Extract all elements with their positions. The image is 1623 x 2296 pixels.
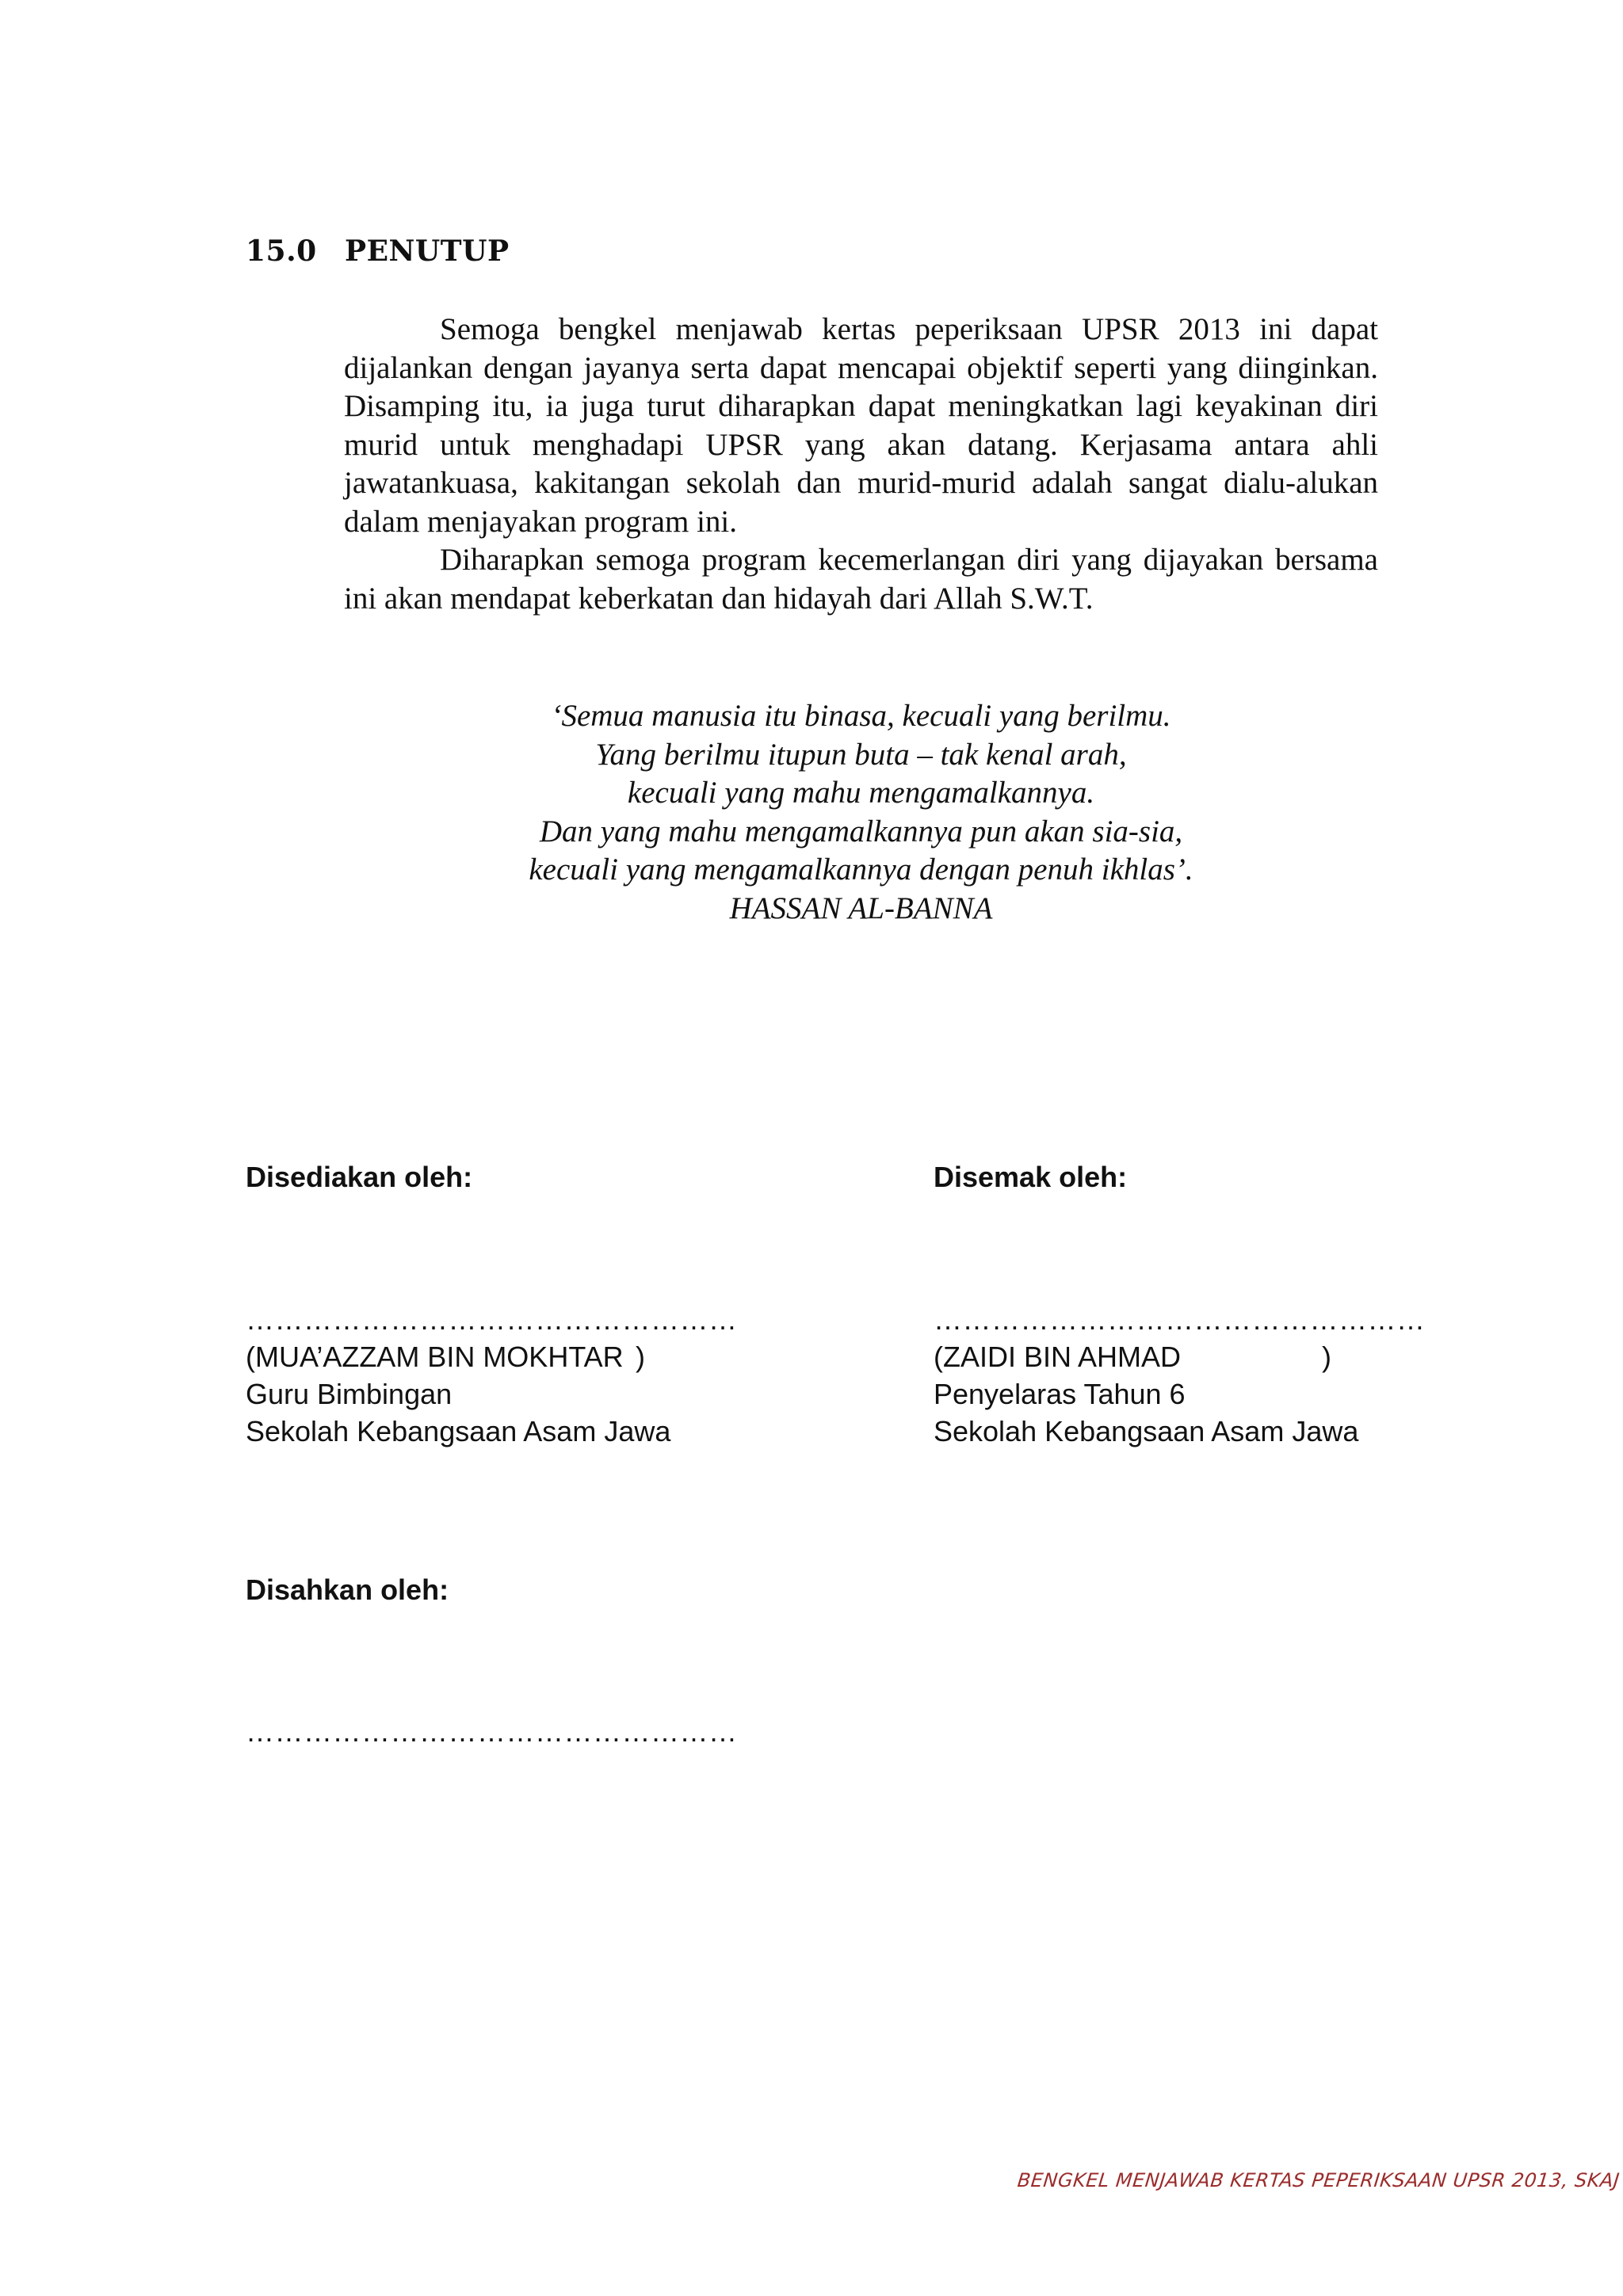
signer-role: Guru Bimbingan xyxy=(246,1378,453,1410)
prepared-by-label: Disediakan oleh: xyxy=(246,1161,473,1193)
checked-by-signature xyxy=(934,1301,1426,1450)
quote-author: HASSAN AL-BANNA xyxy=(729,891,993,925)
approved-by-signature xyxy=(246,1713,738,1750)
signer-school: Sekolah Kebangsaan Asam Jawa xyxy=(246,1415,671,1447)
prepared-by-label-block xyxy=(246,1158,472,1196)
prepared-by-signature xyxy=(246,1301,738,1450)
signature-line: …………………………………………… xyxy=(246,1715,738,1748)
signer-role: Penyelaras Tahun 6 xyxy=(934,1378,1186,1410)
approved-by-label: Disahkan oleh: xyxy=(246,1573,449,1606)
signer-name-line xyxy=(246,1338,738,1375)
signer-name: (ZAIDI BIN AHMAD xyxy=(934,1341,1182,1373)
paragraph-1: Semoga bengkel menjawab kertas peperiksaan UPSR 2013 ini dapat dijalankan dengan jayanya serta dapat mencapai objektif seperti yang diinginkan. Disamping itu, ia juga turut diharapkan dapat meningkatkan lagi keyakinan diri murid untuk menghadapi UPSR yang akan datang. Kerjasama antara ahli jawatankuasa, kakitangan sekolah dan murid-murid adalah sangat dialu-alukan dalam menjayakan program ini. xyxy=(344,312,1378,539)
closing-text xyxy=(344,311,1378,618)
approved-by-label-block xyxy=(246,1571,449,1608)
checked-by-label-block xyxy=(934,1158,1127,1196)
signer-name: (MUA’AZZAM BIN MOKHTAR xyxy=(246,1341,624,1373)
quote-block xyxy=(344,697,1378,928)
quote-line: Yang berilmu itupun buta – tak kenal arah, xyxy=(595,737,1127,772)
signature-line: …………………………………………… xyxy=(934,1303,1426,1336)
section-number: 15.0 xyxy=(246,235,317,268)
checked-by-label: Disemak oleh: xyxy=(934,1161,1128,1193)
page-footer: BENGKEL MENJAWAB KERTAS PEPERIKSAAN UPSR 2013, SKAJ xyxy=(1016,2169,1621,2191)
signature-line: …………………………………………… xyxy=(246,1303,738,1336)
paragraph-2: Diharapkan semoga program kecemerlangan diri yang dijayakan bersama ini akan mendapat keberkatan dan hidayah dari Allah S.W.T. xyxy=(344,543,1378,616)
quote-line: kecuali yang mengamalkannya dengan penuh ikhlas’. xyxy=(529,852,1193,887)
closing-paren: ) xyxy=(1322,1341,1331,1373)
quote-line: kecuali yang mahu mengamalkannya. xyxy=(627,776,1095,810)
closing-paren: ) xyxy=(636,1341,645,1373)
section-title: PENUTUP xyxy=(345,235,510,268)
quote-line: Dan yang mahu mengamalkannya pun akan sia-sia, xyxy=(539,814,1183,849)
signer-school: Sekolah Kebangsaan Asam Jawa xyxy=(934,1415,1359,1447)
quote-line: ‘Semua manusia itu binasa, kecuali yang berilmu. xyxy=(551,699,1171,733)
section-heading xyxy=(246,235,510,268)
signer-name-line xyxy=(934,1338,1426,1375)
